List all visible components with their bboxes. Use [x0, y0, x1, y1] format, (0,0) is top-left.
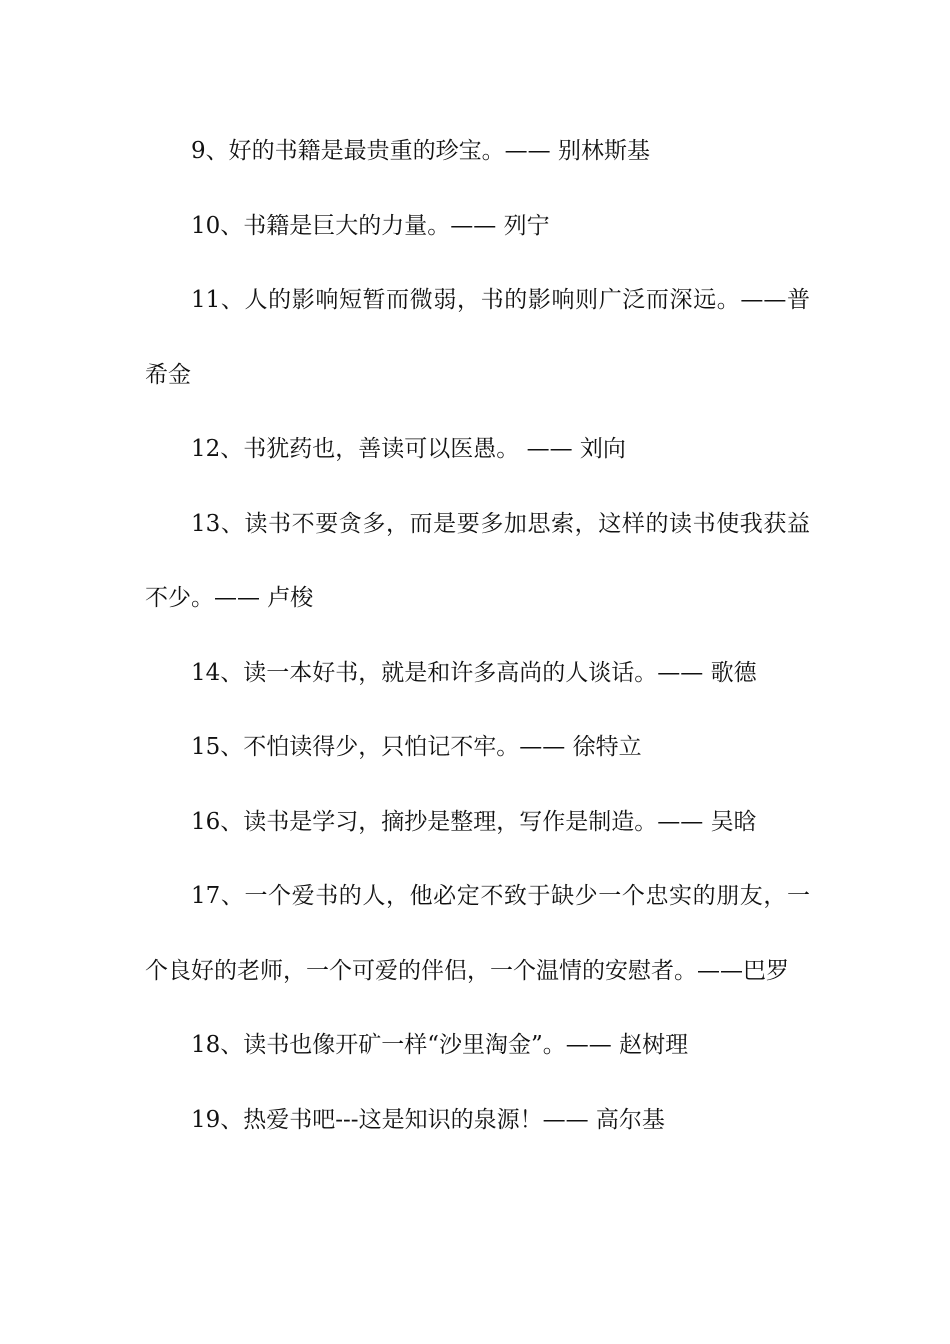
quote-item: 11、人的影响短暂而微弱，书的影响则广泛而深远。——普希金 — [145, 287, 810, 388]
quote-list — [145, 114, 810, 1157]
quote-item: 10、书籍是巨大的力量。—— 列宁 — [191, 212, 550, 239]
quote-item: 13、读书不要贪多，而是要多加思索，这样的读书使我获益不少。—— 卢梭 — [145, 510, 810, 611]
quote-item: 17、一个爱书的人，他必定不致于缺少一个忠实的朋友，一个良好的老师，一个可爱的伴侣，一个温情的安慰者。——巴罗 — [145, 883, 810, 984]
quote-item: 18、读书也像开矿一样“沙里淘金”。—— 赵树理 — [191, 1032, 689, 1058]
quote-item: 16、读书是学习，摘抄是整理，写作是制造。—— 吴晗 — [191, 808, 757, 835]
quote-item: 14、读一本好书，就是和许多高尚的人谈话。—— 歌德 — [191, 659, 757, 686]
quote-item: 19、热爱书吧---这是知识的泉源！—— 高尔基 — [191, 1106, 665, 1133]
quote-item: 15、不怕读得少，只怕记不牢。—— 徐特立 — [191, 734, 642, 760]
quote-item: 12、书犹药也，善读可以医愚。 —— 刘向 — [191, 436, 626, 462]
quote-item: 9、好的书籍是最贵重的珍宝。—— 别林斯基 — [191, 138, 650, 164]
